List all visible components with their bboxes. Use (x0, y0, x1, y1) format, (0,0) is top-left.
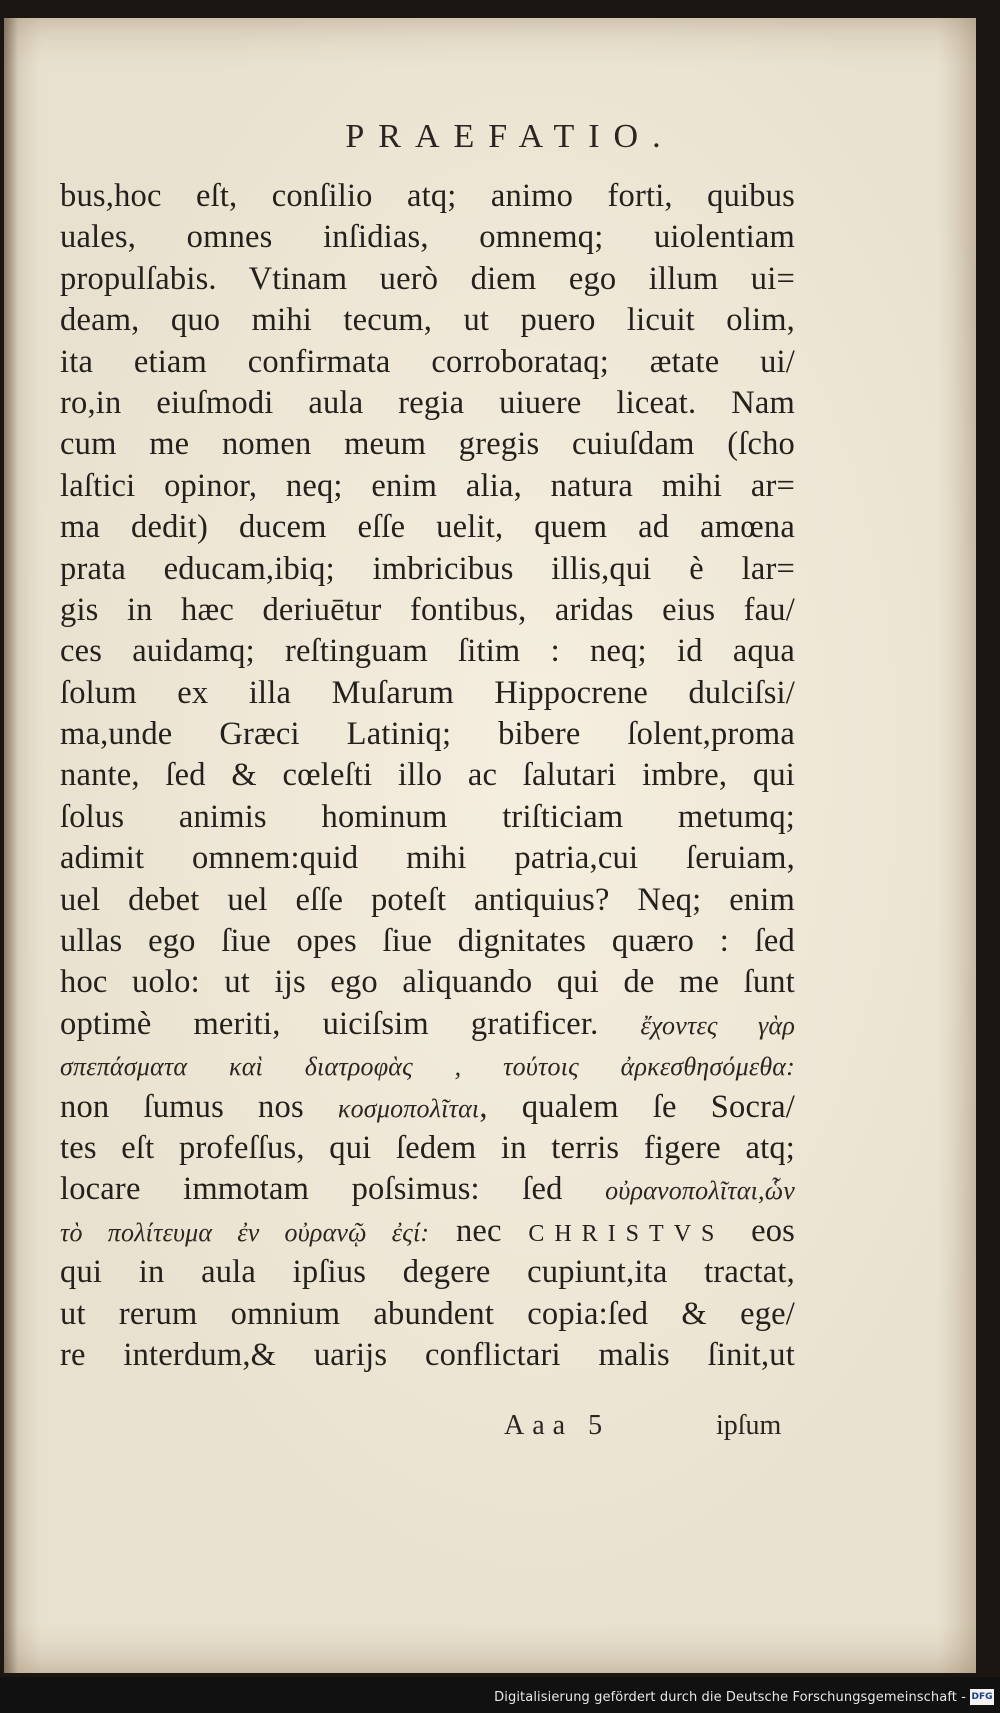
funding-credit: Digitalisierung gefördert durch die Deutsche Forschungsgemeinschaft - (494, 1690, 966, 1705)
spine-shadow (4, 18, 18, 1673)
text-line: ma dedit) ducem eſſe uelit, quem ad amœna (60, 509, 795, 546)
running-head: PRAEFATIO. (345, 118, 675, 155)
text-line: ma,unde Græci Latiniq; bibere ſolent,proma (60, 716, 795, 753)
text-line-with-greek (60, 1087, 795, 1128)
greek-text: οὐρανοπολῖται,ὧν (605, 1176, 796, 1206)
text-segment: non ſumus nos (60, 1088, 304, 1125)
text-line: re interdum,& uarijs conflictari malis ſinit,ut (60, 1336, 795, 1373)
book-page (4, 18, 976, 1673)
text-line: qui in aula ipſius degere cupiunt,ita tractat, (60, 1254, 795, 1291)
text-line-with-greek (60, 1169, 795, 1210)
text-line-with-greek (60, 1004, 795, 1045)
greek-text: τὸ πολίτευμα ἐν οὐρανῷ ἐςί: (60, 1217, 430, 1247)
greek-text: κοσμοπολῖται (337, 1093, 480, 1123)
text-line: cum me nomen meum gregis cuiuſdam (ſcho (60, 426, 795, 463)
greek-text: σπεπάσματα καὶ διατροφὰς , τούτοις ἀρκεσθησόμεθα: (60, 1052, 795, 1082)
text-line: adimit omnem:quid mihi patria,cui ſeruiam, (60, 840, 795, 877)
text-line: ſolum ex illa Muſarum Hippocrene dulciſsi/ (60, 674, 795, 711)
text-segment: nec (455, 1212, 502, 1249)
text-segment: optimè meriti, uiciſsim gratificer. (60, 1005, 599, 1042)
christus-caps: CHRISTVS (528, 1220, 725, 1247)
body-text (60, 176, 795, 1376)
text-line: hoc uolo: ut ijs ego aliquando qui de me ſunt (60, 964, 795, 1001)
text-line: bus,hoc eſt, conſilio atq; animo forti, quibus (60, 178, 795, 214)
text-line: nante, ſed & cœleſti illo ac ſalutari imbre, qui (60, 757, 795, 794)
text-line: ita etiam confirmata corroborataq; ætate ui/ (60, 343, 795, 380)
dfg-logo: DFG (970, 1689, 994, 1705)
text-segment: , qualem ſe Socra/ (479, 1088, 795, 1125)
footer-bar (0, 1677, 1000, 1713)
text-line: deam, quo mihi tecum, ut puero licuit olim, (60, 302, 795, 339)
text-line: tes eſt profeſſus, qui ſedem in terris figere atq; (60, 1129, 795, 1166)
text-line: ut rerum omnium abundent copia:ſed & ege/ (60, 1295, 795, 1332)
catchword: ipſum (716, 1410, 782, 1441)
text-line: propulſabis. Vtinam uerò diem ego illum ui= (60, 260, 795, 297)
text-line: ullas ego ſiue opes ſiue dignitates quæro : ſed (60, 923, 795, 960)
text-segment: locare immotam poſsimus: ſed (60, 1171, 563, 1208)
text-line: ces auidamq; reſtinguam ſitim : neq; id aqua (60, 633, 795, 670)
text-line-with-greek (60, 1211, 795, 1252)
text-line: laſtici opinor, neq; enim alia, natura mihi ar= (60, 467, 795, 504)
text-line: uales, omnes inſidias, omnemq; uiolentiam (60, 219, 795, 256)
text-line: uel debet uel eſſe poteſt antiquius? Neq; enim (60, 881, 795, 918)
greek-line (60, 1045, 795, 1086)
text-line: ſolus animis hominum triſticiam metumq; (60, 798, 795, 835)
text-segment: eos (751, 1212, 795, 1249)
text-line: prata educam,ibiq; imbricibus illis,qui è lar= (60, 550, 795, 587)
greek-text: ἔχοντες γὰρ (640, 1010, 795, 1040)
text-line: ro,in eiuſmodi aula regia uiuere liceat. Nam (60, 384, 795, 421)
text-line: gis in hæc deriuētur fontibus, aridas eius fau/ (60, 591, 795, 628)
signature-mark: Aaa 5 (504, 1410, 611, 1441)
